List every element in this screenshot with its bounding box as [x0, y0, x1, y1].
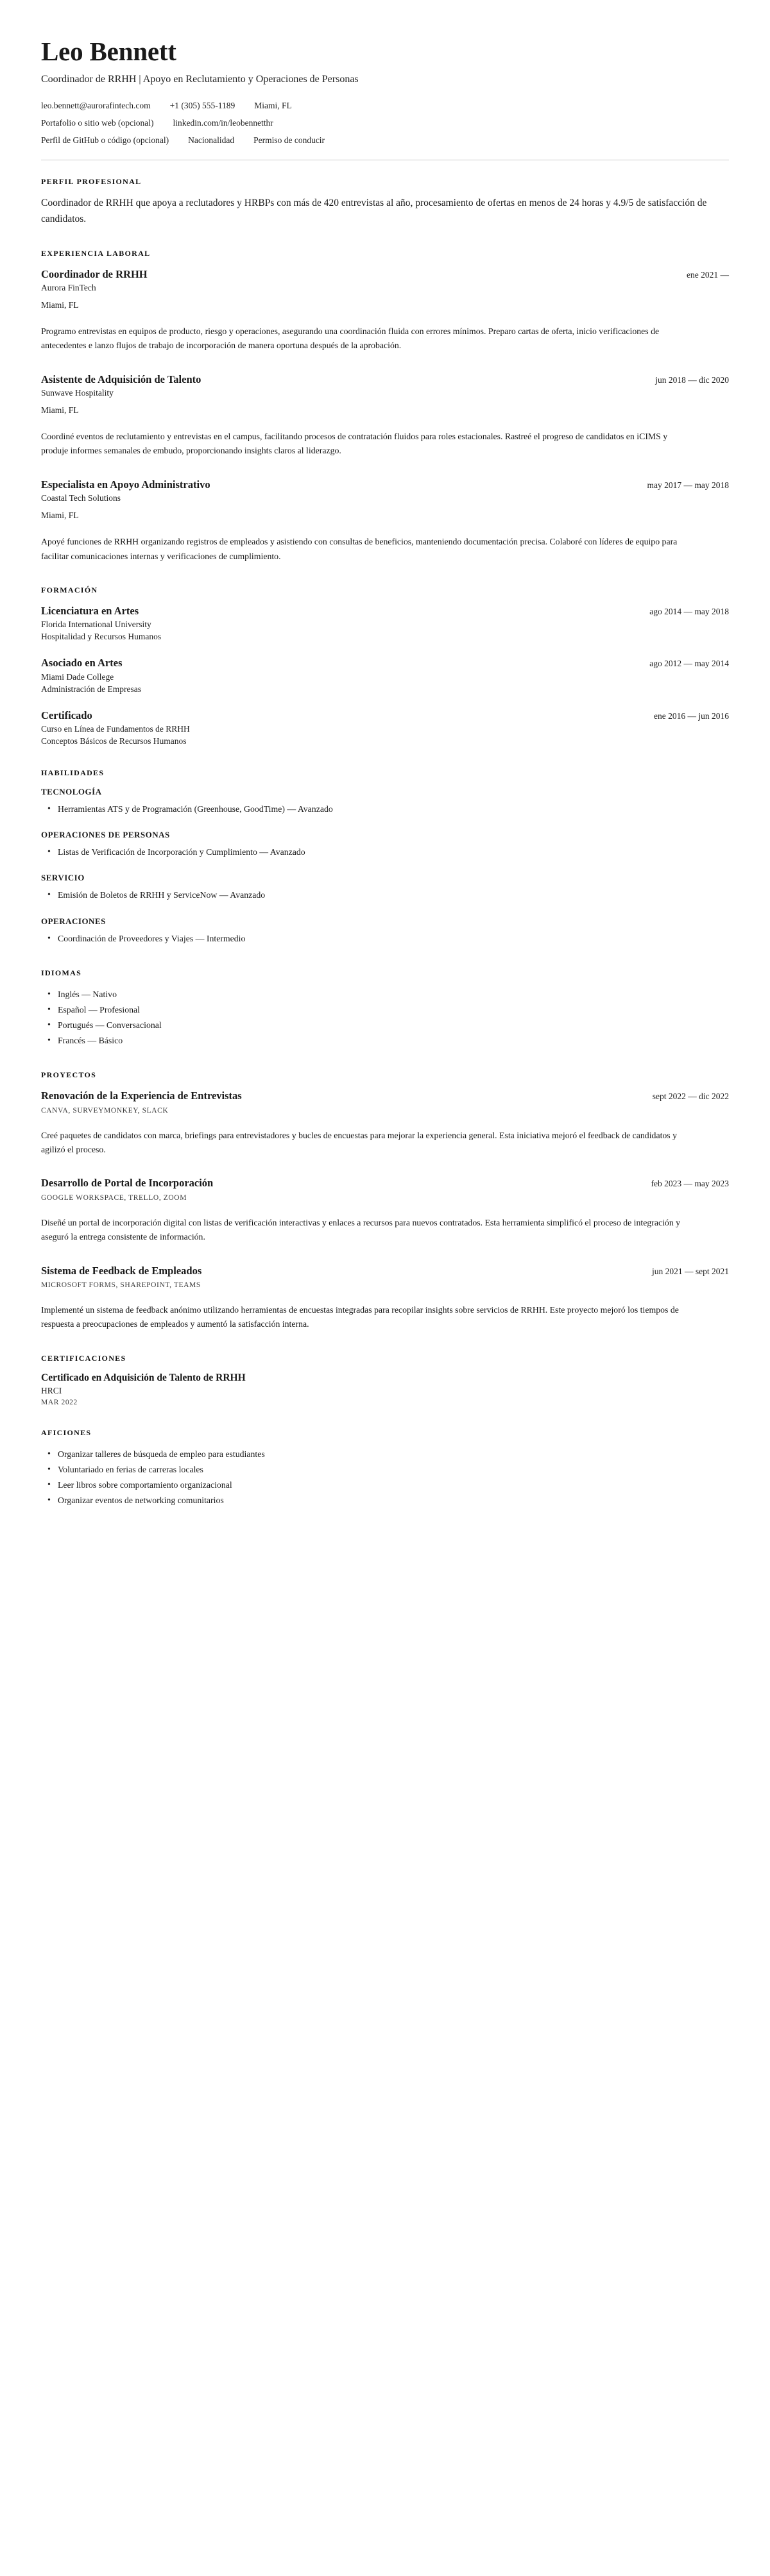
skill-list — [41, 888, 729, 903]
contact-row-optional — [41, 135, 729, 146]
driving-licence-placeholder-text: Permiso de conducir — [253, 135, 325, 146]
job-date: ene 2021 — — [687, 269, 729, 280]
section-experience — [41, 249, 729, 564]
field-of-study: Administración de Empresas — [41, 684, 141, 694]
job-title: Coordinador de RRHH — [41, 267, 148, 280]
degree-title: Asociado en Artes — [41, 657, 123, 669]
section-skills — [41, 768, 729, 947]
education-entry-head — [41, 709, 729, 722]
project-entry-head — [41, 1176, 729, 1190]
section-title-education: FORMACIÓN — [41, 585, 98, 594]
experience-entry-head — [41, 478, 729, 491]
section-title-hobbies: AFICIONES — [41, 1427, 92, 1437]
nationality-placeholder-text: Nacionalidad — [188, 135, 235, 146]
job-location: Miami, FL — [41, 299, 79, 310]
skill-group-title: OPERACIONES — [41, 916, 106, 926]
phone-text: +1 (305) 555-1189 — [169, 101, 235, 111]
project-date: jun 2021 — sept 2021 — [652, 1266, 729, 1276]
job-title: Asistente de Adquisición de Talento — [41, 373, 201, 385]
job-description: Apoyé funciones de RRHH organizando registros de empleados y asistiendo con consultas de beneficios, manteniendo documentación precisa. Colaboré con líderes de equipo para facilitar comunicaciones internas y verificaciones de cumplimiento. — [41, 537, 678, 561]
language-list — [41, 987, 729, 1049]
list-item: • Español — Profesional — [58, 1002, 729, 1018]
field-of-study: Conceptos Básicos de Recursos Humanos — [41, 736, 187, 746]
experience-entry-head — [41, 373, 729, 386]
education-date: ago 2012 — may 2014 — [649, 659, 729, 669]
section-hobbies — [41, 1428, 729, 1509]
skill-list — [41, 931, 729, 947]
location-text: Miami, FL — [254, 101, 292, 111]
section-projects — [41, 1070, 729, 1331]
section-education — [41, 585, 729, 746]
skill-list — [41, 802, 729, 817]
experience-entry — [41, 373, 729, 459]
skill-group — [41, 873, 729, 903]
project-title: Renovación de la Experiencia de Entrevistas — [41, 1090, 242, 1102]
company-name: Coastal Tech Solutions — [41, 493, 121, 503]
school-name: Miami Dade College — [41, 671, 114, 682]
skill-group — [41, 787, 729, 817]
job-location: Miami, FL — [41, 405, 79, 416]
page-title: Leo Bennett — [41, 37, 176, 66]
project-title: Desarrollo de Portal de Incorporación — [41, 1177, 214, 1190]
professional-headline: Coordinador de RRHH | Apoyo en Reclutamiento y Operaciones de Personas — [41, 74, 359, 85]
email-text: leo.bennett@aurorafintech.com — [41, 101, 151, 111]
list-item: • Herramientas ATS y de Programación (Greenhouse, GoodTime) — Avanzado — [58, 802, 729, 817]
project-tools: CANVA, SURVEYMONKEY, SLACK — [41, 1106, 169, 1115]
education-entry — [41, 604, 729, 642]
section-title-certifications: CERTIFICACIONES — [41, 1353, 126, 1363]
section-title-experience: EXPERIENCIA LABORAL — [41, 248, 151, 258]
section-title-languages: IDIOMAS — [41, 968, 82, 977]
portfolio-placeholder-text: Portafolio o sitio web (opcional) — [41, 118, 154, 128]
education-date: ago 2014 — may 2018 — [649, 606, 729, 616]
list-item: • Voluntariado en ferias de carreras locales — [58, 1462, 729, 1477]
education-date: ene 2016 — jun 2016 — [654, 711, 729, 721]
linkedin-link[interactable]: linkedin.com/in/leobennetthr — [173, 118, 273, 128]
contact-row-links — [41, 118, 729, 128]
project-description: Creé paquetes de candidatos con marca, briefings para entrevistadores y bucles de encuestas para mejorar la experiencia general. Esta iniciativa mejoró el feedback de candidatos y agilizó el proceso. — [41, 1130, 678, 1155]
section-title-projects: PROYECTOS — [41, 1070, 97, 1080]
section-profile — [41, 177, 729, 226]
company-name: Sunwave Hospitality — [41, 388, 114, 398]
school-name: Curso en Línea de Fundamentos de RRHH — [41, 724, 190, 734]
list-item: • Portugués — Conversacional — [58, 1018, 729, 1033]
project-entry-head — [41, 1089, 729, 1102]
job-date: jun 2018 — dic 2020 — [655, 375, 729, 385]
job-title: Especialista en Apoyo Administrativo — [41, 478, 210, 491]
project-date: feb 2023 — may 2023 — [651, 1179, 729, 1189]
certification-name: Certificado en Adquisición de Talento de RRHH — [41, 1372, 246, 1383]
job-description: Programo entrevistas en equipos de producto, riesgo y operaciones, asegurando una coordinación fluida con errores mínimos. Preparo cartas de oferta, inicio verificaciones de antecedentes e lanzo flujos de trabajo de incorporación de manera oportuna después de la aprobación. — [41, 326, 660, 351]
project-entry — [41, 1089, 729, 1157]
certification-org: HRCI — [41, 1385, 62, 1395]
job-description: Coordiné eventos de reclutamiento y entrevistas en el campus, facilitando procesos de contratación fluidos para roles estacionales. Rastreé el progreso de candidatos en iCIMS y produje informes semanales de embudo, proporcionando insights claros al liderazgo. — [41, 432, 668, 456]
degree-title: Licenciatura en Artes — [41, 604, 139, 617]
skill-group-title: TECNOLOGÍA — [41, 787, 102, 797]
skill-group — [41, 830, 729, 860]
project-date: sept 2022 — dic 2022 — [652, 1091, 729, 1102]
section-languages — [41, 968, 729, 1049]
list-item: • Organizar eventos de networking comunitarios — [58, 1493, 729, 1508]
experience-entry-head — [41, 267, 729, 281]
section-title-profile: PERFIL PROFESIONAL — [41, 177, 142, 187]
certification-date: MAR 2022 — [41, 1398, 78, 1406]
project-tools: GOOGLE WORKSPACE, TRELLO, ZOOM — [41, 1193, 187, 1202]
skill-group-title: OPERACIONES DE PERSONAS — [41, 830, 170, 840]
skill-list — [41, 845, 729, 860]
education-entry-head — [41, 604, 729, 618]
list-item: • Organizar talleres de búsqueda de empleo para estudiantes — [58, 1447, 729, 1462]
list-item: • Listas de Verificación de Incorporación y Cumplimiento — Avanzado — [58, 845, 729, 860]
project-description: Implementé un sistema de feedback anónimo utilizando herramientas de encuestas integradas para recopilar insights sobre servicios de RRHH. Este proyecto mejoró los tiempos de respuesta a preocupaciones de empleados y aumentó la satisfacción interna. — [41, 1305, 679, 1329]
skill-group-title: SERVICIO — [41, 873, 85, 883]
job-location: Miami, FL — [41, 510, 79, 521]
education-entry-head — [41, 656, 729, 669]
company-name: Aurora FinTech — [41, 282, 96, 292]
experience-entry — [41, 267, 729, 353]
list-item: • Francés — Básico — [58, 1033, 729, 1048]
field-of-study: Hospitalidad y Recursos Humanos — [41, 632, 162, 642]
certification-entry — [41, 1372, 729, 1406]
profile-summary-text: Coordinador de RRHH que apoya a reclutadores y HRBPs con más de 420 entrevistas al año, procesamiento de ofertas en menos de 24 horas y 4.9/5 de satisfacción de candidatos. — [41, 198, 707, 224]
degree-title: Certificado — [41, 709, 92, 721]
school-name: Florida International University — [41, 619, 151, 630]
education-entry — [41, 656, 729, 694]
list-item: • Emisión de Boletos de RRHH y ServiceNow — Avanzado — [58, 888, 729, 903]
project-entry — [41, 1264, 729, 1332]
section-certifications — [41, 1354, 729, 1406]
experience-entry — [41, 478, 729, 564]
project-tools: MICROSOFT FORMS, SHAREPOINT, TEAMS — [41, 1281, 201, 1290]
education-entry — [41, 709, 729, 746]
project-entry-head — [41, 1264, 729, 1277]
project-description: Diseñé un portal de incorporación digital con listas de verificación interactivas y enlaces a recursos para nuevos contratados. Esta herramienta simplificó el proceso de integración y aseguró la entrega consistente de información. — [41, 1217, 681, 1242]
job-date: may 2017 — may 2018 — [647, 480, 729, 490]
list-item: • Coordinación de Proveedores y Viajes — Intermedio — [58, 931, 729, 947]
list-item: • Inglés — Nativo — [58, 987, 729, 1002]
section-title-skills: HABILIDADES — [41, 768, 105, 778]
contact-row-primary — [41, 101, 729, 111]
github-placeholder-text: Perfil de GitHub o código (opcional) — [41, 135, 169, 146]
list-item: • Leer libros sobre comportamiento organizacional — [58, 1477, 729, 1493]
hobby-list — [41, 1447, 729, 1509]
skill-group — [41, 916, 729, 947]
project-title: Sistema de Feedback de Empleados — [41, 1264, 202, 1277]
project-entry — [41, 1176, 729, 1244]
